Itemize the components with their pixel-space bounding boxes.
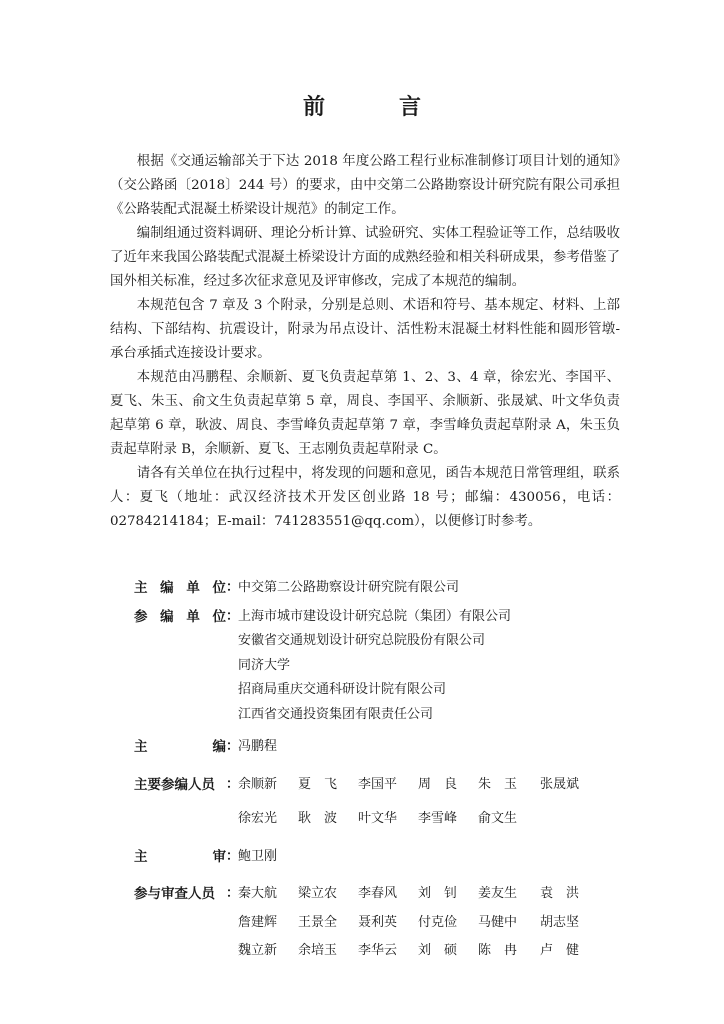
person-name: 朱 玉 (478, 776, 518, 792)
credit-value (238, 773, 614, 832)
label-char: 编 (212, 739, 226, 755)
names-row (238, 911, 614, 936)
credit-main-participants (134, 773, 614, 832)
person-name: 李春风 (358, 886, 398, 901)
preface-body (110, 150, 620, 534)
person-name: 马健中 (478, 914, 518, 930)
names-row (238, 807, 614, 832)
label-colon: ： (226, 776, 240, 792)
person-name: 耿 波 (298, 811, 338, 826)
credit-value (238, 605, 614, 728)
paragraph-1: 根据《交通运输部关于下达 2018 年度公路工程行业标准制修订项目计划的通知》（交公路函〔2018〕244 号）的要求，由中交第二公路勘察设计研究院有限公司承担《公路装配式混凝土桥梁设计规范》的制定工作。 (110, 154, 620, 217)
person-name: 魏立新 (238, 943, 278, 958)
paragraph-4: 本规范由冯鹏程、余顺新、夏飞负责起草第 1、2、3、4 章，徐宏光、李国平、夏飞、朱玉、俞文生负责起草第 5 章，周良、李国平、余顺新、张晟斌、叶文华负责起草第 6 章，耿波、周良、李雪峰负责起草第 7 章，李雪峰负责起草附录 A，朱玉负责起草附录 B，余顺新、夏飞、王志刚负责起草附录 C。 (110, 370, 620, 457)
label-char: 位 (212, 580, 226, 596)
label-char: 主 (134, 739, 148, 755)
organization-name: 安徽省交通规划设计研究总院股份有限公司 (238, 633, 486, 648)
credit-label (134, 576, 226, 601)
person-name: 余培玉 (298, 943, 338, 958)
label-char: 编 (160, 580, 174, 596)
label-text: 主要参编人员 (134, 776, 215, 793)
person-name: 叶文华 (358, 811, 398, 826)
person-name: 余顺新 (238, 776, 278, 792)
person-name: 王景全 (298, 914, 338, 930)
label-char: 位 (212, 608, 226, 625)
person-name: 姜友生 (478, 886, 518, 901)
label-text: 参与审查人员 (134, 886, 215, 902)
names-row (238, 882, 614, 907)
credit-label (134, 605, 226, 630)
organization-name: 招商局重庆交通科研设计院有限公司 (238, 682, 447, 697)
credit-value (238, 882, 614, 964)
person-name: 张晟斌 (540, 776, 580, 792)
person-name: 梁立农 (298, 886, 338, 901)
label-char: 编 (160, 608, 174, 625)
person-name: 周 良 (418, 776, 458, 792)
names-row (238, 773, 614, 798)
paragraph-3: 本规范包含 7 章及 3 个附录，分别是总则、术语和符号、基本规定、材料、上部结构、下部结构、抗震设计，附录为吊点设计、活性粉末混凝土材料性能和圆形管墩-承台承插式连接设计要求。 (110, 298, 620, 361)
person-name: 鲍卫刚 (238, 848, 278, 864)
person-name: 李雪峰 (418, 811, 458, 826)
person-name: 刘 硕 (418, 943, 458, 958)
person-name: 胡志坚 (540, 914, 580, 930)
label-colon: ： (226, 739, 240, 754)
person-name: 李华云 (358, 943, 398, 958)
credit-chief-reviewer (134, 845, 614, 870)
credit-reviewers (134, 882, 614, 964)
credit-label (134, 882, 226, 907)
person-name: 俞文生 (478, 811, 518, 826)
label-char: 参 (134, 608, 148, 625)
paragraph-2: 编制组通过资料调研、理论分析计算、试验研究、实体工程验证等工作，总结吸收了近年来我国公路装配式混凝土桥梁设计方面的成熟经验和相关科研成果，参考借鉴了国外相关标准，经过多次征求意见及评审修改，完成了本规范的编制。 (110, 226, 620, 289)
credit-label (134, 845, 226, 870)
credit-label (134, 773, 226, 798)
label-char: 审 (212, 848, 226, 865)
organization-name: 上海市城市建设设计研究总院（集团）有限公司 (238, 608, 512, 624)
person-name: 徐宏光 (238, 811, 278, 826)
credit-value (238, 735, 614, 760)
label-char: 主 (134, 580, 148, 596)
credit-participating-units (134, 605, 614, 728)
credit-chief-editor (134, 735, 614, 760)
credit-chief-unit (134, 576, 614, 601)
person-name: 李国平 (358, 776, 398, 792)
person-name: 卢 健 (540, 943, 580, 958)
organization-name: 中交第二公路勘察设计研究院有限公司 (238, 580, 460, 595)
person-name: 夏 飞 (298, 776, 338, 792)
person-name: 刘 钊 (418, 886, 458, 901)
person-name: 聂利英 (358, 914, 398, 930)
label-char: 主 (134, 848, 148, 865)
names-row (238, 939, 614, 964)
paragraph-5: 请各有关单位在执行过程中，将发现的问题和意见，函告本规范日常管理组，联系人：夏飞（地址：武汉经济技术开发区创业路 18 号；邮编：430056，电话：02784214184；E-mail：741283551@qq.com），以便修订时参考。 (110, 466, 620, 529)
organization-name: 同济大学 (238, 657, 291, 673)
credits-block (134, 576, 614, 968)
label-colon: ： (226, 848, 240, 864)
organization-name: 江西省交通投资集团有限责任公司 (238, 706, 434, 722)
label-colon: ： (226, 886, 240, 901)
label-colon: ： (226, 608, 240, 624)
person-name: 冯鹏程 (238, 739, 278, 754)
credit-value (238, 845, 614, 870)
person-name: 詹建辉 (238, 914, 278, 930)
page-title: 前 言 (302, 94, 447, 120)
label-char: 单 (186, 608, 200, 625)
credit-value (238, 576, 614, 601)
label-colon: ： (226, 580, 240, 595)
credit-label (134, 735, 226, 760)
person-name: 袁 洪 (540, 886, 580, 901)
person-name: 陈 冉 (478, 943, 518, 958)
person-name: 秦大航 (238, 886, 278, 901)
label-char: 单 (186, 580, 200, 596)
person-name: 付克俭 (418, 914, 458, 930)
